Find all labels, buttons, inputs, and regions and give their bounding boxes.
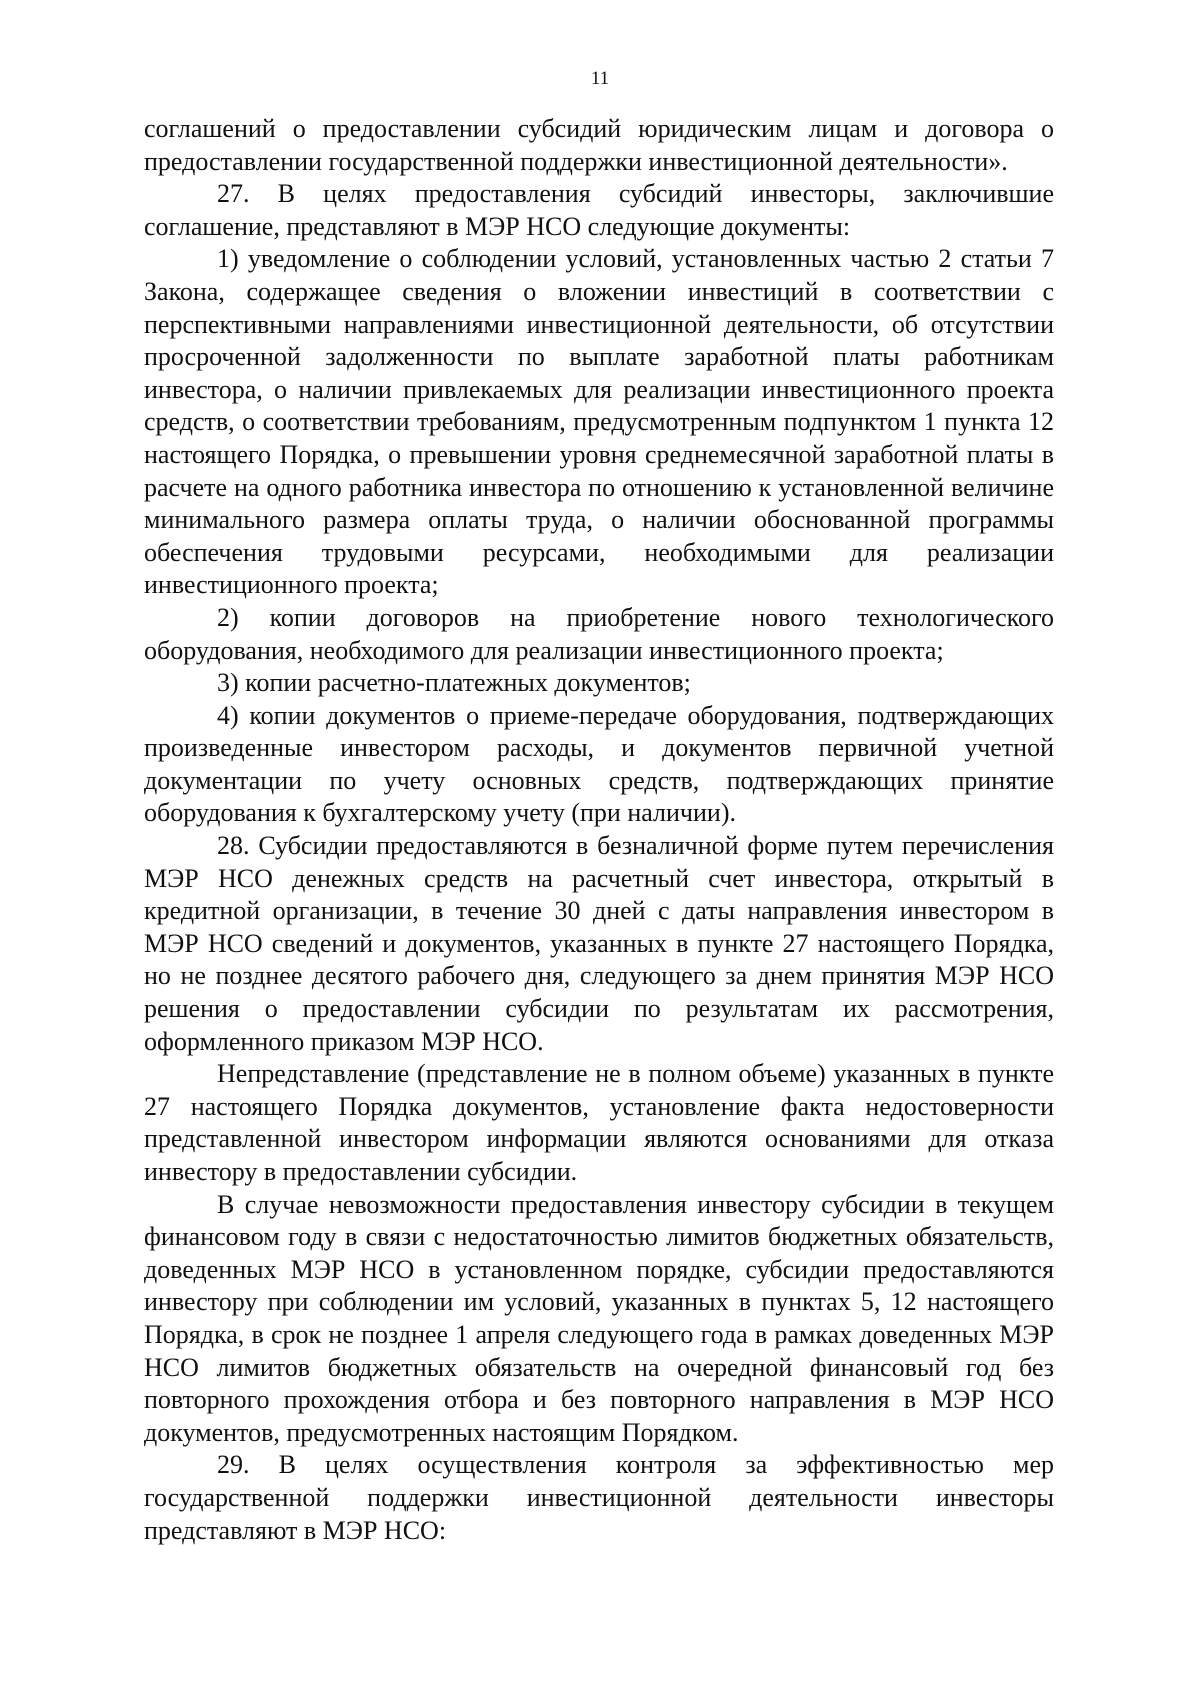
page-number: 11 bbox=[590, 68, 610, 89]
list-item: 1) уведомление о соблюдении условий, установленных частью 2 статьи 7 Закона, содержащее сведения о вложении инвестиций в соответствии с перспективными направлениями инвестиционной деятельности, об отсутствии просроченной задолженности по выплате заработной платы работникам инвестора, о наличии привлекаемых для реализации инвестиционного проекта средств, о соответствии требованиям, предусмотренным подпунктом 1 пункта 12 настоящего Порядка, о превышении уровня среднемесячной заработной платы в расчете на одного работника инвестора по отношению к установленной величине минимального размера оплаты труда, о наличии обоснованной программы обеспечения трудовыми ресурсами, необходимыми для реализации инвестиционного проекта; bbox=[144, 244, 1054, 600]
document-body bbox=[144, 113, 1054, 1547]
paragraph: 28. Субсидии предоставляются в безналичной форме путем перечисления МЭР НСО денежных средств на расчетный счет инвестора, открытый в кредитной организации, в течение 30 дней с даты направления инвестором в МЭР НСО сведений и документов, указанных в пункте 27 настоящего Порядка, но не позднее десятого рабочего дня, следующего за днем принятия МЭР НСО решения о предоставлении субсидии по результатам их рассмотрения, оформленного приказом МЭР НСО. bbox=[144, 831, 1054, 1056]
list-item: 3) копии расчетно-платежных документов; bbox=[217, 668, 691, 698]
list-item: 4) копии документов о приеме-передаче оборудования, подтверждающих произведенные инвестором расходы, и документов первичной учетной документации по учету основных средств, подтверждающих принятие оборудования к бухгалтерскому учету (при наличии). bbox=[144, 700, 1054, 828]
paragraph: соглашений о предоставлении субсидий юридическим лицам и договора о предоставлении государственной поддержки инвестиционной деятельности». bbox=[144, 114, 1054, 176]
paragraph: Непредставление (представление не в полном объеме) указанных в пункте 27 настоящего Порядка документов, установление факта недостоверности представленной инвестором информации являются основаниями для отказа инвестору в предоставлении субсидии. bbox=[144, 1059, 1054, 1186]
paragraph: В случае невозможности предоставления инвестору субсидии в текущем финансовом году в связи с недостаточностью лимитов бюджетных обязательств, доведенных МЭР НСО в установленном порядке, субсидии предоставляются инвестору при соблюдении им условий, указанных в пунктах 5, 12 настоящего Порядка, в срок не позднее 1 апреля следующего года в рамках доведенных МЭР НСО лимитов бюджетных обязательств на очередной финансовый год без повторного прохождения отбора и без повторного направления в МЭР НСО документов, предусмотренных настоящим Порядком. bbox=[144, 1189, 1054, 1447]
list-item: 2) копии договоров на приобретение нового технологического оборудования, необходимого для реализации инвестиционного проекта; bbox=[144, 602, 1054, 665]
paragraph: 27. В целях предоставления субсидий инвесторы, заключившие соглашение, представляют в МЭР НСО следующие документы: bbox=[144, 179, 1054, 241]
paragraph: 29. В целях осуществления контроля за эффективностью мер государственной поддержки инвестиционной деятельности инвесторы представляют в МЭР НСО: bbox=[144, 1450, 1054, 1545]
